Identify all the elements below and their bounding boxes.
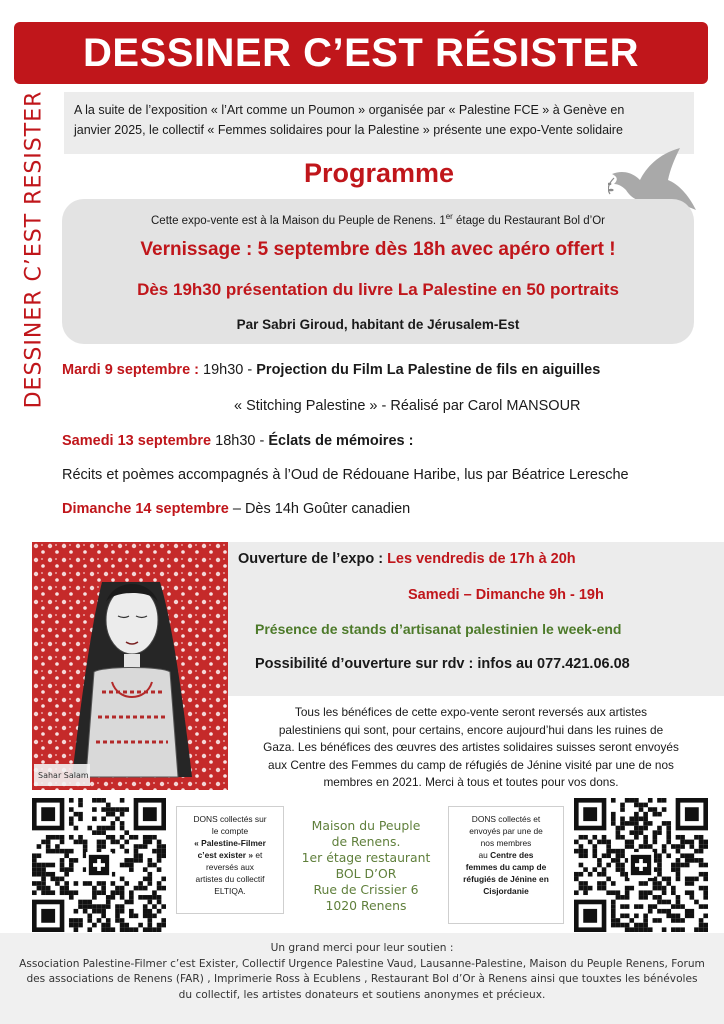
thanks-text: Un grand merci pour leur soutien : Association Palestine-Filmer c’est Exister, Collectif Urgence Palestine Vaud, Lausanne-Palestine, Maison du Peuple Renens, Forum des associations de Renens (FAR) , Imprimerie Ross à Ecublens , Restaurant Bol d’Or à Renens ainsi que touxtes les bénévoles du collectif, les artistes donateurs et soutiens anonymes et précieux. [19, 942, 705, 1001]
donations-right-box: DONS collectés et envoyés par une de nos membres au Centre des femmes du camp de réfugiés de Jénine en Cisjordanie [448, 806, 564, 924]
artwork-signature: Sahar Salam [38, 771, 89, 780]
event-2-title: Éclats de mémoires : [268, 433, 414, 449]
location-text: Cette expo-vente est à la Maison du Peuple de Renens. 1er étage du Restaurant Bol d’Or [151, 212, 605, 227]
event-2-date: Samedi 13 septembre [62, 433, 212, 449]
vernissage-text: Vernissage : 5 septembre dès 18h avec apéro offert ! [140, 239, 616, 260]
intro-line-2: janvier 2025, le collectif « Femmes solidaires pour la Palestine » présente une expo-Vente solidaire [74, 123, 623, 137]
author-text: Par Sabri Giroud, habitant de Jérusalem-Est [236, 317, 520, 332]
qr-code-icon[interactable] [32, 798, 166, 932]
appointment-text: Possibilité d’ouverture sur rdv : infos au 077.421.06.08 [255, 656, 630, 672]
opening-weekdays: Les vendredis de 17h à 20h [387, 551, 576, 567]
title-banner [14, 22, 708, 84]
opening-weekend: Samedi – Dimanche 9h - 19h [408, 587, 604, 603]
qr-code-icon[interactable] [574, 798, 708, 932]
event-1-subline: « Stitching Palestine » - Réalisé par Carol MANSOUR [234, 398, 581, 414]
intro-line-1: A la suite de l’exposition « l’Art comme un Poumon » organisée par « Palestine FCE » à Genève en [74, 103, 625, 117]
vertical-title [20, 90, 48, 408]
event-1-title: Projection du Film La Palestine de fils en aiguilles [256, 362, 601, 378]
event-1 [62, 362, 600, 378]
benefits-paragraph: Tous les bénéfices de cette expo-vente seront reversés aux artistes palestiniens qui sont, pour certains, encore aujourd’hui dans les ruines de Gaza. Les bénéfices des œuvres des artistes solidaires suisses seront envoyés aux Centre des Femmes du camp de réfugiés de Jénine visité par une de nos membres en 2021. Merci à tous et toutes pour vos dons. [263, 705, 679, 789]
book-presentation-text: Dès 19h30 présentation du livre La Palestine en 50 portraits [137, 280, 619, 299]
event-3-time: – Dès 14h Goûter canadien [228, 501, 411, 517]
donations-left-box: DONS collectés sur le compte « Palestine-Filmer c’est exister » et reversés aux artistes du collectif ELTIQA. [176, 806, 284, 914]
event-1-date: Mardi 9 septembre : [62, 362, 199, 378]
opening-line: Ouverture de l’expo : Les vendredis de 17h à 20h [238, 551, 576, 567]
intro-box [64, 92, 694, 154]
venue-address: Maison du Peuple de Renens. 1er étage restaurant BOL D’OR Rue de Crissier 6 1020 Renens [301, 818, 431, 913]
vertical-title-text: DESSINER C’EST RESISTER [21, 90, 47, 408]
event-3 [62, 501, 410, 517]
stands-text: Présence de stands d’artisanat palestinien le week-end [255, 621, 622, 637]
programme-title: Programme [303, 158, 455, 188]
event-2-subline: Récits et poèmes accompagnés à l’Oud de Rédouane Haribe, lus par Béatrice Leresche [62, 467, 629, 483]
event-1-time: 19h30 - [199, 362, 257, 378]
page-title: DESSINER C’EST RÉSISTER [82, 30, 640, 75]
artwork-woman-portrait [32, 542, 228, 790]
event-2 [62, 433, 413, 449]
event-2-time: 18h30 - [211, 433, 269, 449]
event-3-date: Dimanche 14 septembre [62, 501, 229, 517]
